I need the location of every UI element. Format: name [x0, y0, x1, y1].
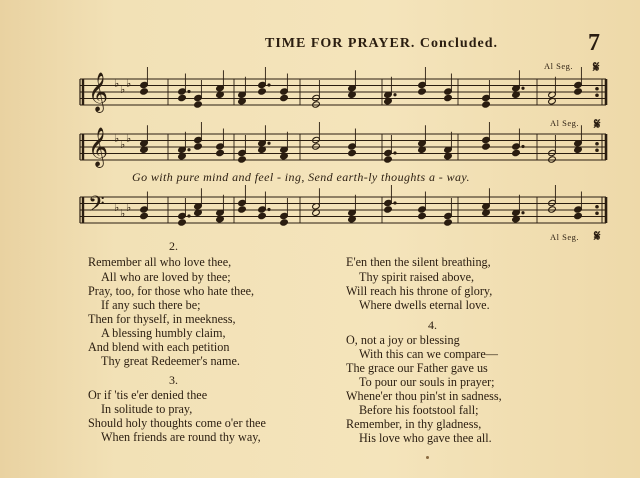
note-head [238, 156, 247, 163]
note-head [194, 143, 203, 150]
music-lyric-line: Go with pure mind and feel - ing, Send earth-ly thoughts a - way. [132, 170, 470, 184]
flat-icon: ♭ [114, 132, 120, 145]
verse-line: Thy spirit raised above, [359, 270, 475, 284]
verse-line: Remember all who love thee, [88, 255, 232, 269]
dot [394, 202, 396, 204]
repeat-dot [596, 94, 599, 97]
segno-icon: 𝄋 [594, 115, 601, 133]
verse-line: In solitude to pray, [101, 402, 193, 416]
note-head [482, 101, 491, 108]
flat-icon: ♭ [114, 201, 120, 214]
segno-icon: 𝄋 [593, 58, 600, 76]
verse-line: Thy great Redeemer's name. [101, 354, 240, 368]
note-head [312, 143, 321, 150]
paper-speck [426, 456, 429, 459]
dot [522, 212, 524, 214]
verse-line: Should holy thoughts come o'er thee [88, 416, 266, 430]
flat-icon: ♭ [120, 207, 126, 220]
verse-line: To pour our souls in prayer; [359, 375, 495, 389]
dot [522, 87, 524, 89]
verse-line: A blessing humbly claim, [101, 326, 226, 340]
al-seg-marking-2: Al Seg. [550, 118, 579, 128]
verse-line: Remember, in thy gladness, [346, 417, 482, 431]
note-head [140, 88, 149, 95]
note-head [444, 94, 453, 101]
verse-line: If any such there be; [101, 298, 201, 312]
note-head [280, 219, 289, 226]
verse-line: Whene'er thou pin'st in sadness, [346, 389, 502, 403]
note-head [548, 156, 557, 163]
verse-line: All who are loved by thee; [101, 270, 231, 284]
staff-lines [80, 79, 606, 223]
stanza-number: 2. [169, 239, 178, 253]
verse-line: Before his footstool fall; [359, 403, 479, 417]
verse-line: The grace our Father gave us [346, 361, 488, 375]
flat-icon: ♭ [120, 83, 126, 96]
treble-clef-icon: 𝄞 [88, 127, 109, 167]
bar-lines [80, 79, 606, 223]
note-head [548, 206, 557, 213]
dot [268, 142, 270, 144]
verse-line: When friends are round thy way, [101, 430, 261, 444]
al-seg-marking-1: Al Seg. [544, 61, 573, 71]
dot [188, 90, 190, 92]
verse-line: His love who gave thee all. [359, 431, 492, 445]
dot [188, 215, 190, 217]
flat-icon: ♭ [126, 201, 132, 214]
repeat-dot [596, 149, 599, 152]
dot [522, 145, 524, 147]
note-head [178, 219, 187, 226]
repeat-dot [596, 87, 599, 90]
dot [268, 84, 270, 86]
bass-clef-icon: 𝄢 [88, 192, 105, 222]
verse-line: Or if 'tis e'er denied thee [88, 388, 208, 402]
flat-icon: ♭ [120, 138, 126, 151]
verse-line: And blend with each petition [88, 340, 230, 354]
note-head [280, 94, 289, 101]
note-head [178, 94, 187, 101]
note-head [216, 149, 225, 156]
flat-icon: ♭ [114, 77, 120, 90]
verse-line: Will reach his throne of glory, [346, 284, 493, 298]
note-head [348, 149, 357, 156]
note-head [258, 88, 267, 95]
stanza-number: 3. [169, 373, 178, 387]
note-head [418, 212, 427, 219]
stanza-number: 4. [428, 318, 437, 332]
note-head [312, 101, 321, 108]
dot [394, 152, 396, 154]
note-head [140, 212, 149, 219]
verse-line: O, not a joy or blessing [346, 333, 460, 347]
verse-line: Pray, too, for those who hate thee, [88, 284, 255, 298]
verse-line: E'en then the silent breathing, [346, 255, 491, 269]
segno-icon: 𝄋 [594, 227, 601, 245]
page-title: TIME FOR PRAYER. Concluded. [265, 36, 499, 51]
note-head [258, 212, 267, 219]
dot [394, 94, 396, 96]
flat-icon: ♭ [126, 132, 132, 145]
note-head [444, 219, 453, 226]
repeat-dot [596, 142, 599, 145]
note-head [238, 206, 247, 213]
repeat-dot [596, 205, 599, 208]
dot [188, 149, 190, 151]
note-head [512, 149, 521, 156]
repeat-dot [596, 212, 599, 215]
note-head [418, 88, 427, 95]
treble-clef-icon: 𝄞 [88, 72, 109, 112]
al-seg-marking-3: Al Seg. [550, 232, 579, 242]
note-head [574, 212, 583, 219]
verse-line: With this can we compare— [359, 347, 498, 361]
page-number: 7 [588, 30, 600, 56]
note-head [384, 156, 393, 163]
note-head [194, 101, 203, 108]
dot [268, 208, 270, 210]
note-head [384, 206, 393, 213]
note-head [482, 143, 491, 150]
note-head [574, 88, 583, 95]
flat-icon: ♭ [126, 77, 132, 90]
verse-line: Where dwells eternal love. [359, 298, 490, 312]
verse-line: Then for thyself, in meekness, [88, 312, 236, 326]
